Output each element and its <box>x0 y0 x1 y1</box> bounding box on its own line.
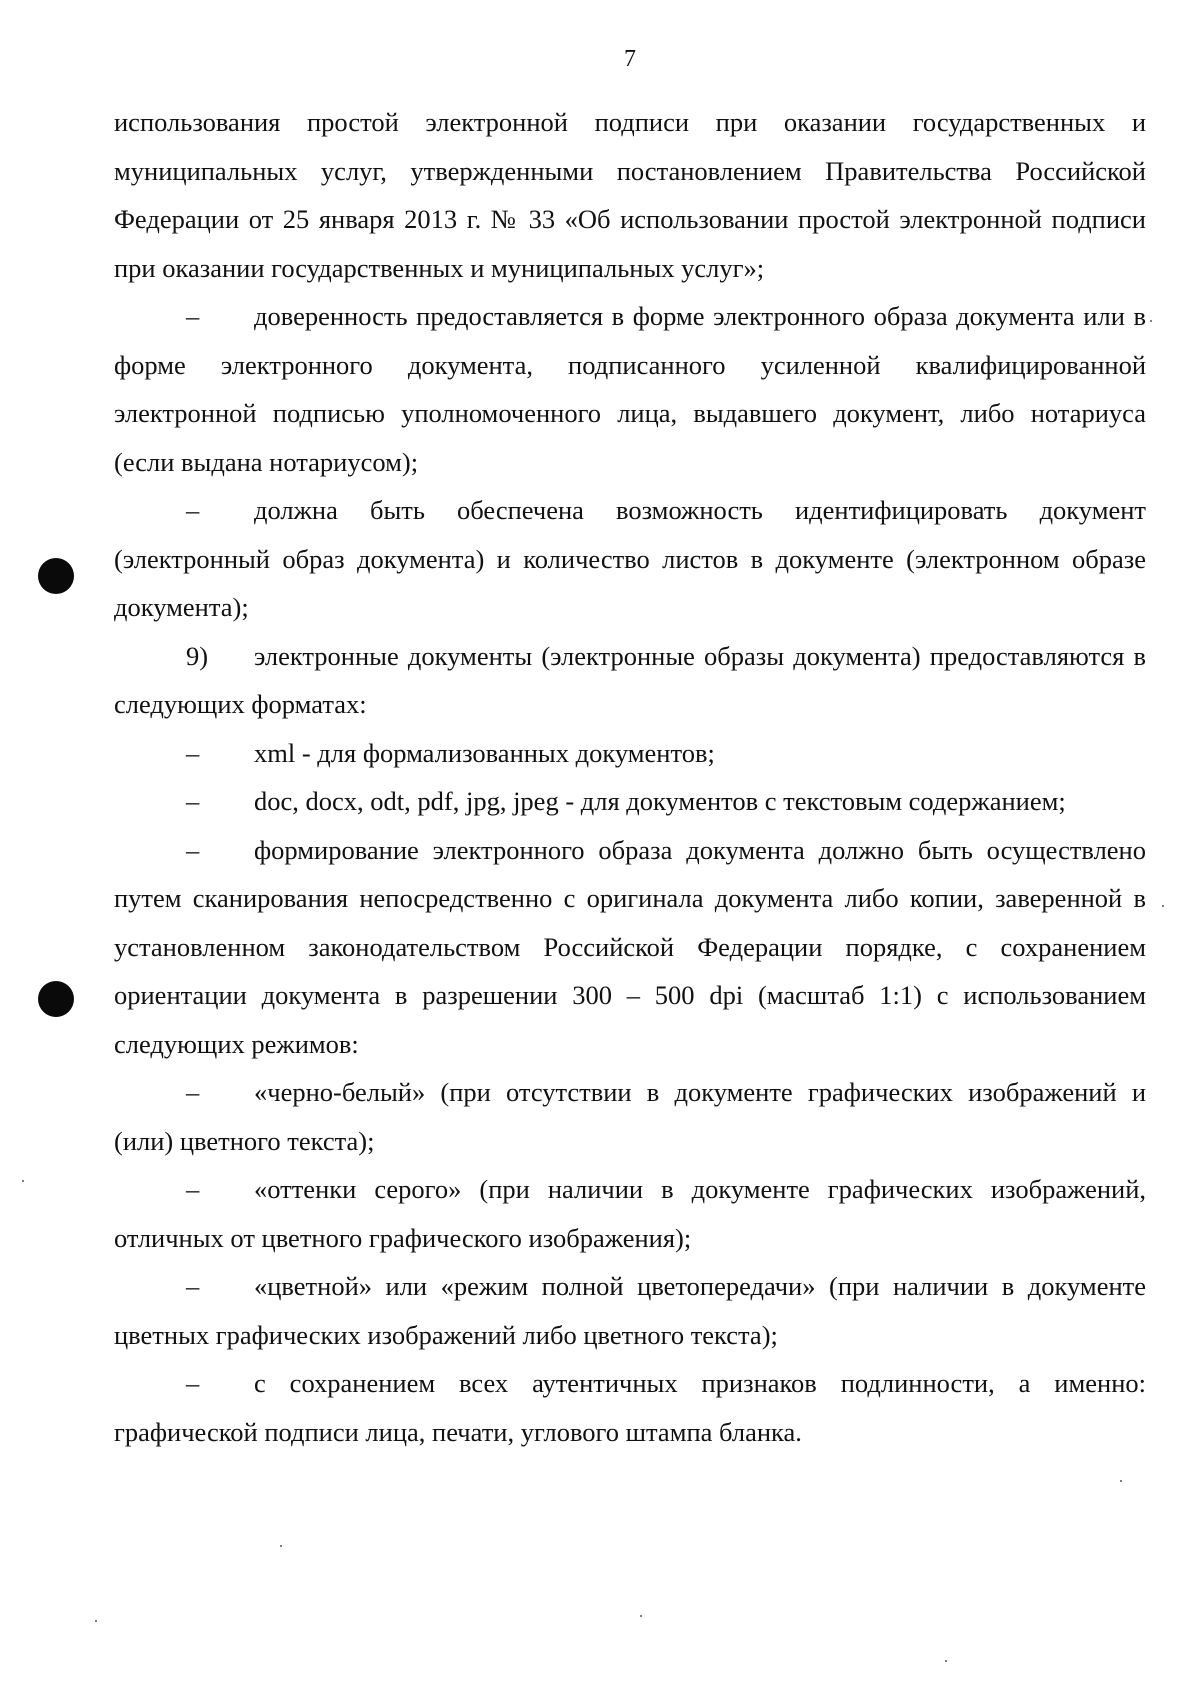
scan-speck <box>95 1620 97 1622</box>
list-item <box>114 826 1146 1069</box>
list-item-text: с сохранением всех аутентичных признаков подлинности, а именно: графической подписи лица, печати, углового штампа бланка. <box>114 1368 1146 1447</box>
scan-speck <box>1150 320 1152 322</box>
list-item-text: должна быть обеспечена возможность идентифицировать документ (электронный образ документа) и количество листов в документе (электронном образе документа); <box>114 495 1146 622</box>
list-item <box>114 1068 1146 1165</box>
list-item <box>114 486 1146 632</box>
list-dash: – <box>186 834 200 865</box>
scan-speck <box>945 1660 947 1662</box>
numbered-item-text: электронные документы (электронные образы документа) предоставляются в следующих форматах: <box>114 640 1146 719</box>
numbered-item <box>114 632 1146 729</box>
scan-speck <box>22 1180 24 1182</box>
list-dash: – <box>186 786 200 816</box>
punch-hole-top <box>38 558 74 594</box>
list-item-text: «черно-белый» (при отсутствии в документе графических изображений и (или) цветного текста); <box>114 1077 1146 1156</box>
list-dash: – <box>186 737 200 768</box>
list-item <box>114 1165 1146 1262</box>
first-paragraph: использования простой электронной подписи при оказании государственных и муниципальных услуг, утвержденными постановлением Правительства Российской Федерации от 25 января 2013 г. № 33 «Об использовании простой электронной подписи при оказании государственных и муниципальных услуг»; <box>114 107 1146 283</box>
list-item-text: doc, docx, odt, pdf, jpg, jpeg - для документов с текстовым содержанием; <box>254 786 1066 816</box>
list-item <box>114 729 1146 778</box>
document-body <box>114 98 1146 1456</box>
list-dash: – <box>186 1368 200 1398</box>
list-item <box>114 777 1146 826</box>
scan-speck <box>1120 1480 1122 1482</box>
list-dash: – <box>186 1077 200 1107</box>
scan-speck <box>640 1615 642 1617</box>
list-item-text: xml - для формализованных документов; <box>254 737 715 768</box>
list-item <box>114 292 1146 486</box>
punch-hole-bottom <box>38 981 74 1017</box>
scan-speck <box>280 1545 282 1547</box>
list-item <box>114 1262 1146 1359</box>
list-item-text: формирование электронного образа документа должно быть осуществлено путем сканирования непосредственно с оригинала документа либо копии, заверенной в установленном законодательством Российской Федерации порядке, с сохранением ориентации документа в разрешении 300 – 500 dpi (масштаб 1:1) с использованием следующих режимов: <box>114 834 1146 1059</box>
list-item-text: «цветной» или «режим полной цветопередачи» (при наличии в документе цветных графических изображений либо цветного текста); <box>114 1271 1146 1350</box>
page-number: 7 <box>624 46 636 72</box>
list-item-text: доверенность предоставляется в форме электронного образа документа или в форме электронного документа, подписанного усиленной квалифицированной электронной подписью уполномоченного лица, выдавшего документ, либо нотариуса (если выдана нотариусом); <box>114 301 1146 477</box>
list-dash: – <box>186 495 200 525</box>
scan-speck <box>1162 905 1164 907</box>
list-dash: – <box>186 301 200 331</box>
list-item-text: «оттенки серого» (при наличии в документе графических изображений, отличных от цветного графического изображения); <box>114 1174 1146 1253</box>
list-item <box>114 1359 1146 1456</box>
list-dash: – <box>186 1174 200 1204</box>
list-dash: – <box>186 1271 200 1301</box>
item-number: 9) <box>186 640 209 671</box>
